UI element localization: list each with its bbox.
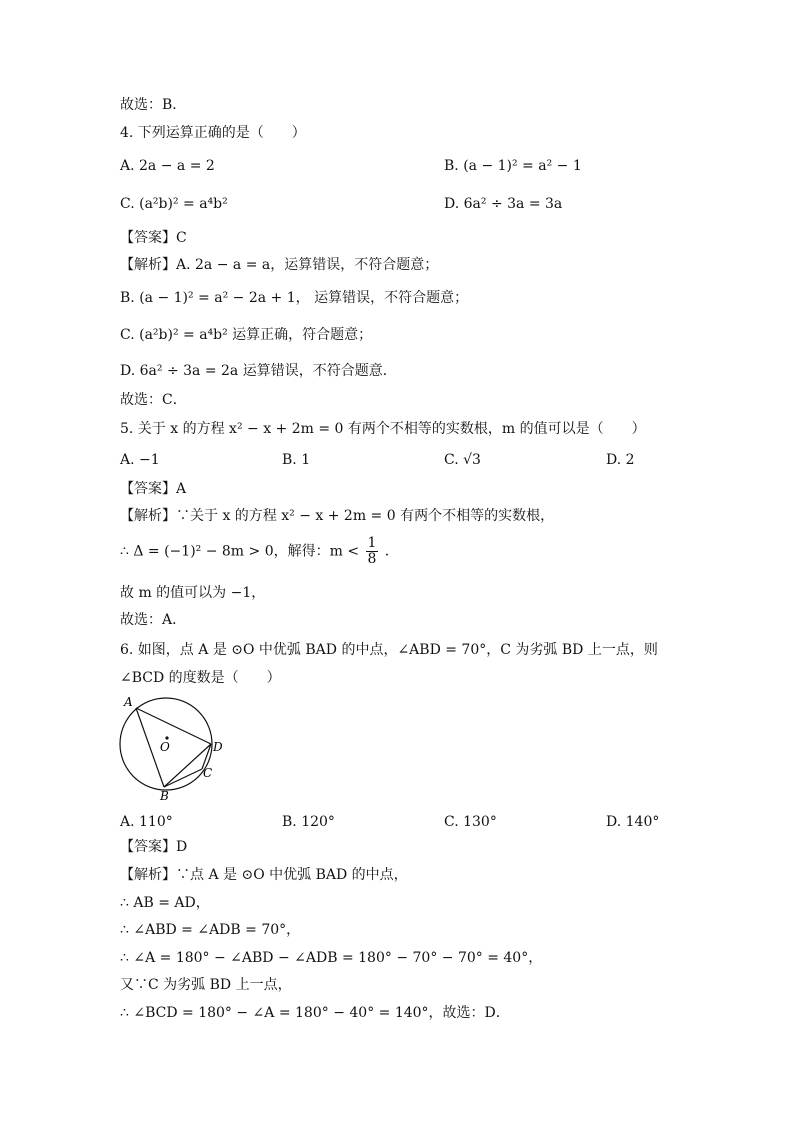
q4-explanation-d: D. 6a² ÷ 3a = 2a 运算错误，不符合题意．	[120, 363, 397, 379]
q5-option-b: B. 1	[282, 452, 311, 468]
q5-choose: 故选：A．	[120, 612, 187, 628]
label-o: O	[160, 740, 170, 754]
label-c: C	[203, 766, 213, 780]
q6-option-a: A. 110°	[120, 814, 173, 830]
q5-stem: 5. 关于 x 的方程 x² − x + 2m = 0 有两个不相等的实数根，m 的值可以是（ ）	[120, 421, 646, 437]
label-a: A	[124, 696, 133, 709]
q6-stem-2: ∠BCD 的度数是（ ）	[120, 670, 281, 686]
q4-stem: 4. 下列运算正确的是（ ）	[120, 125, 306, 141]
q5-explanation-3: 故 m 的值可以为 −1，	[120, 585, 266, 601]
q5-explanation-2	[120, 536, 399, 570]
q6-option-d: D. 140°	[606, 814, 660, 830]
q4-option-d: D. 6a² ÷ 3a = 3a	[444, 196, 563, 212]
fraction	[366, 536, 379, 567]
q5-answer: 【答案】A	[120, 481, 187, 497]
q5-option-a: A. −1	[120, 452, 160, 468]
q4-explanation-a: 【解析】A. 2a − a = a，运算错误，不符合题意；	[120, 257, 439, 273]
q5-option-c: C. √3	[444, 452, 481, 468]
q4-explanation-c: C. (a²b)² = a⁴b² 运算正确，符合题意；	[120, 327, 373, 343]
fraction-denominator: 8	[367, 551, 377, 567]
q4-explanation-b: B. (a − 1)² = a² − 2a + 1， 运算错误，不符合题意；	[120, 290, 469, 306]
circle-diagram	[114, 696, 244, 806]
q4-answer: 【答案】C	[120, 230, 187, 246]
q6-option-c: C. 130°	[444, 814, 497, 830]
q6-explanation-4: ∴ ∠A = 180° − ∠ABD − ∠ADB = 180° − 70° − 70° = 40°，	[120, 950, 543, 966]
fraction-numerator: 1	[367, 535, 377, 551]
q6-explanation-6: ∴ ∠BCD = 180° − ∠A = 180° − 40° = 140°，故选：D．	[120, 1005, 510, 1021]
q6-explanation-5: 又∵C 为劣弧 BD 上一点，	[120, 977, 292, 993]
q6-option-b: B. 120°	[282, 814, 335, 830]
label-b: B	[160, 789, 169, 803]
circle-figure	[114, 696, 244, 810]
q3-choose: 故选：B．	[120, 97, 187, 113]
q5-explanation-1: 【解析】∵关于 x 的方程 x² − x + 2m = 0 有两个不相等的实数根，	[120, 508, 555, 524]
q4-option-b: B. (a − 1)² = a² − 1	[444, 158, 582, 174]
q6-stem-1: 6. 如图，点 A 是 ⊙O 中优弧 BAD 的中点，∠ABD = 70°，C 为劣弧 BD 上一点，则	[120, 642, 658, 658]
q4-option-a: A. 2a − a = 2	[120, 158, 215, 174]
q6-explanation-1: 【解析】∵点 A 是 ⊙O 中优弧 BAD 的中点，	[120, 867, 408, 883]
q5-explanation-2-end: ．	[384, 543, 399, 560]
q6-explanation-3: ∴ ∠ABD = ∠ADB = 70°，	[120, 922, 301, 938]
q4-option-c: C. (a²b)² = a⁴b²	[120, 196, 228, 212]
q6-explanation-2: ∴ AB = AD，	[120, 895, 210, 911]
q4-choose: 故选：C．	[120, 392, 187, 408]
q6-answer: 【答案】D	[120, 839, 188, 855]
q5-explanation-2-text: ∴ Δ = (−1)² − 8m > 0，解得：m <	[120, 543, 360, 560]
q5-option-d: D. 2	[606, 452, 635, 468]
label-d: D	[213, 740, 223, 754]
